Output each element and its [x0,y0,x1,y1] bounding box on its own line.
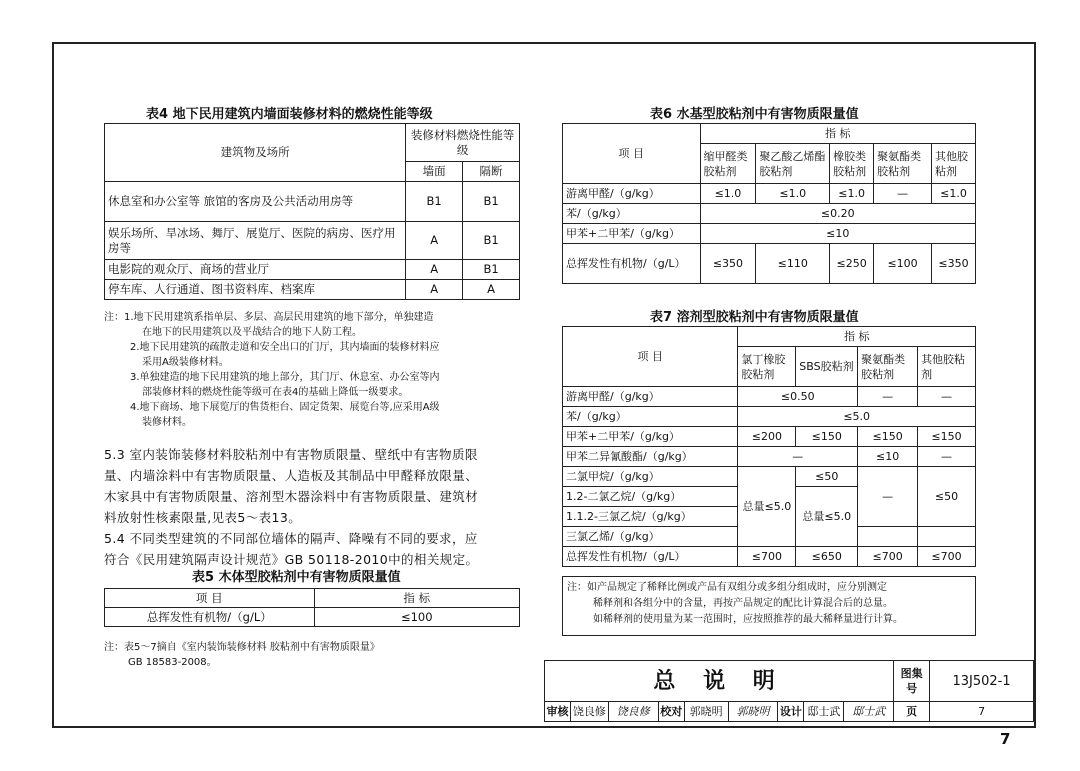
table-row [563,224,976,244]
design-label: 设计 [778,702,804,722]
t7-item-cell: 甲苯+二甲苯/（g/kg） [563,427,738,447]
title-block [544,660,1034,722]
note-line: 在地下的民用建筑以及平战结合的地下人防工程。 [142,327,362,338]
table6 [562,123,976,284]
t4-header-site: 建筑物及场所 [105,124,406,182]
t7-item-cell: 1.2-二氯乙烷/（g/kg） [563,487,738,507]
t7-empty-cell [918,527,976,547]
table-row [563,447,976,467]
note-line: 注：表5～7摘自《室内装饰装修材料 胶粘剂中有害物质限量》 [104,642,380,653]
table6-caption: 表6 水基型胶粘剂中有害物质限量值 [650,107,859,122]
t6-header-index: 指 标 [700,124,976,144]
t7-item-cell: 1.1.2-三氯乙烷/（g/kg） [563,507,738,527]
t5-item-cell: 总挥发性有机物/（g/L） [105,608,315,627]
t7-value-cell: ≤150 [796,427,858,447]
t6-col-header: 聚乙酸乙烯酯胶粘剂 [756,144,830,184]
para-line: 符合《民用建筑隔声设计规范》GB 50118-2010中的相关规定。 [104,552,479,567]
drawing-title: 总 说 明 [545,661,894,702]
t7-total-a: 总量≤5.0 [738,467,796,547]
table5-caption: 表5 木体型胶粘剂中有害物质限量值 [192,570,401,585]
reviewer-signature: 饶良修 [608,702,658,722]
t6-value-cell: ≤350 [700,244,756,284]
t4-wall-cell: A [406,222,463,260]
para-line: 料放射性核素限量,见表5～表13。 [104,510,302,525]
designer-name: 邸士武 [804,702,844,722]
table7-caption: 表7 溶剂型胶粘剂中有害物质限量值 [650,310,859,325]
para-line: 量、内墙涂料中有害物质限量、人造板及其制品中甲醛释放限量、 [104,468,479,483]
t4-header-grade: 装修材料燃烧性能等级 [406,124,520,162]
t4-site-cell: 电影院的观众厅、商场的营业厅 [105,260,406,280]
t7-value-cell: ≤150 [918,427,976,447]
table-row [563,547,976,567]
note-line: 如稀释剂的使用量为某一范围时，应按照推荐的最大稀释量进行计算。 [593,614,903,625]
note-line: 注：如产品规定了稀释比例或产品有双组分或多组分组成时，应分别测定 [567,582,887,593]
para-line: 木家具中有害物质限量、溶剂型木器涂料中有害物质限量、建筑材 [104,489,479,504]
t6-value-cell: ≤10 [700,224,976,244]
t7-header-item: 项 目 [563,327,738,387]
t6-value-cell: ≤350 [932,244,976,284]
note-line: 2.地下民用建筑的疏散走道和安全出口的门厅，其内墙面的装修材料应 [130,342,440,353]
t4-header-wall: 墙面 [406,162,463,182]
table-row [563,427,976,447]
page-label: 页 [894,702,930,722]
section-5-3 [104,444,528,528]
table-row [105,280,520,300]
t7-value-cell: ≤0.50 [738,387,858,407]
section-5-4 [104,528,528,570]
t6-item-cell: 苯/（g/kg） [563,204,701,224]
t6-value-cell: ≤1.0 [932,184,976,204]
table7-notes [562,576,976,636]
table4-caption: 表4 地下民用建筑内墙面装修材料的燃烧性能等级 [146,107,433,122]
t7-value-cell: ≤50 [918,467,976,527]
t7-col-header: 氯丁橡胶胶粘剂 [738,347,796,387]
title-block-page-number: 7 [930,702,1034,722]
checker-name: 郭晓明 [684,702,728,722]
t6-item-cell: 总挥发性有机物/（g/L） [563,244,701,284]
table4 [104,123,520,300]
t7-item-cell: 二氯甲烷/（g/kg） [563,467,738,487]
t6-col-header: 聚氨酯类胶粘剂 [874,144,932,184]
t4-header-partition: 隔断 [463,162,520,182]
t6-col-header: 缩甲醛类胶粘剂 [700,144,756,184]
t7-col-header: 聚氨酯类胶粘剂 [858,347,918,387]
note-line: 3.单独建造的地下民用建筑的地上部分，其门厅、休息室、办公室等内 [130,372,440,383]
t7-value-cell: ≤700 [738,547,796,567]
t7-col-header: SBS胶粘剂 [796,347,858,387]
t4-site-cell: 休息室和办公室等 旅馆的客房及公共活动用房等 [105,182,406,222]
atlas-number-label: 图集号 [894,661,930,702]
t7-item-cell: 甲苯二异氰酸酯/（g/kg） [563,447,738,467]
review-label: 审核 [545,702,571,722]
table-row [563,387,976,407]
t7-total-b: 总量≤5.0 [796,487,858,547]
t4-wall-cell: A [406,280,463,300]
t7-value-cell: ≤5.0 [738,407,976,427]
para-line: 5.4 不同类型建筑的不同部位墙体的隔声、降噪有不同的要求，应 [104,531,478,546]
t4-partition-cell: B1 [463,222,520,260]
note-line: 稀释剂和各组分中的含量，再按产品规定的配比计算混合后的总量。 [593,598,893,609]
t6-value-cell: ≤1.0 [700,184,756,204]
t7-header-index: 指 标 [738,327,976,347]
table-row [563,244,976,284]
check-label: 校对 [658,702,684,722]
table-row [105,260,520,280]
table-row [105,182,520,222]
table4-notes [104,310,524,430]
t7-empty-cell [858,527,918,547]
t4-site-cell: 娱乐场所、旱冰场、舞厅、展览厅、医院的病房、医疗用房等 [105,222,406,260]
table5-notes [104,640,524,670]
table-row [563,407,976,427]
t7-item-cell: 苯/（g/kg） [563,407,738,427]
designer-signature: 邸士武 [844,702,894,722]
t7-value-cell: ≤200 [738,427,796,447]
note-line: 装修材料。 [142,417,192,428]
t5-header-index: 指 标 [314,589,520,608]
t5-value-cell: ≤100 [314,608,520,627]
t6-item-cell: 甲苯+二甲苯/（g/kg） [563,224,701,244]
t7-value-cell: — [738,447,858,467]
t7-value-cell: ≤50 [796,467,858,487]
t7-col-header: 其他胶粘剂 [918,347,976,387]
t6-value-cell: ≤1.0 [756,184,830,204]
table-row [563,184,976,204]
para-line: 5.3 室内装饰装修材料胶粘剂中有害物质限量、壁纸中有害物质限 [104,447,478,462]
table-row [105,222,520,260]
t7-item-cell: 游离甲醛/（g/kg） [563,387,738,407]
checker-signature: 郭晓明 [728,702,778,722]
t7-value-cell: — [858,387,918,407]
t7-item-cell: 总挥发性有机物/（g/L） [563,547,738,567]
table5 [104,588,520,627]
t4-partition-cell: A [463,280,520,300]
atlas-number: 13J502-1 [930,661,1034,702]
t4-wall-cell: A [406,260,463,280]
t7-value-cell: ≤700 [918,547,976,567]
t7-value-cell: ≤650 [796,547,858,567]
note-line: GB 18583-2008。 [128,657,217,668]
t6-value-cell: ≤110 [756,244,830,284]
t6-value-cell: ≤100 [874,244,932,284]
t7-value-cell: — [918,447,976,467]
t7-value-cell: — [858,467,918,527]
t6-value-cell: ≤1.0 [830,184,874,204]
t6-col-header: 其他胶粘剂 [932,144,976,184]
note-line: 注：1.地下民用建筑系指单层、多层、高层民用建筑的地下部分，单独建造 [104,312,434,323]
t6-value-cell: ≤0.20 [700,204,976,224]
table7 [562,326,976,567]
t6-col-header: 橡胶类胶粘剂 [830,144,874,184]
t6-header-item: 项 目 [563,124,701,184]
t6-value-cell: ≤250 [830,244,874,284]
table-row [563,204,976,224]
table-row [563,467,976,487]
note-line: 4.地下商场、地下展览厅的售货柜台、固定货架、展览台等,应采用A级 [130,402,440,413]
t7-item-cell: 三氯乙烯/（g/kg） [563,527,738,547]
reviewer-name: 饶良修 [570,702,608,722]
t7-value-cell: ≤150 [858,427,918,447]
table-row [105,608,520,627]
t4-partition-cell: B1 [463,182,520,222]
t7-value-cell: ≤10 [858,447,918,467]
t4-wall-cell: B1 [406,182,463,222]
note-line: 采用A级装修材料。 [142,357,229,368]
t5-header-item: 项 目 [105,589,315,608]
t7-value-cell: — [918,387,976,407]
t6-item-cell: 游离甲醛/（g/kg） [563,184,701,204]
page-number: 7 [1000,730,1011,748]
note-line: 部装修材料的燃烧性能等级可在表4的基础上降低一级要求。 [142,387,409,398]
t4-site-cell: 停车库、人行通道、图书资料库、档案库 [105,280,406,300]
t6-value-cell: — [874,184,932,204]
t7-value-cell: ≤700 [858,547,918,567]
t4-partition-cell: B1 [463,260,520,280]
